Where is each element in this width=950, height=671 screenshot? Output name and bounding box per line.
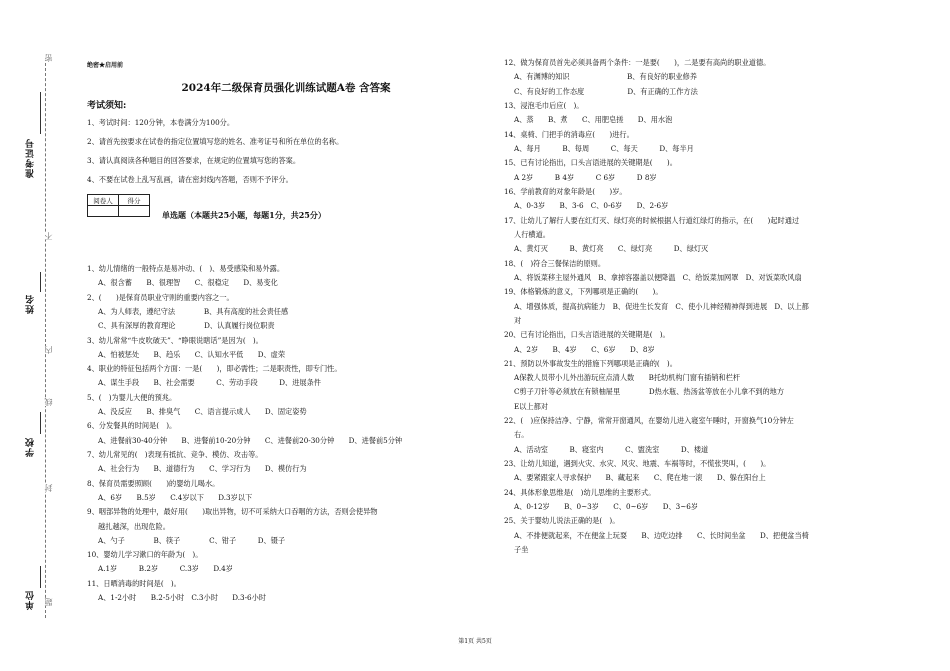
question-option-line: A、为人师表，遵纪守法 B、具有高度的社会责任感 — [98, 306, 289, 316]
question-option-line: A保教人员带小儿外出游玩应点清人数 B托幼机构门窗有插销和栏杆 — [514, 373, 741, 383]
section-title: 单选题（本题共25小题，每题1分，共25分） — [162, 210, 326, 220]
page-title: 2024年二级保育员强化训练试题A卷 含答案 — [181, 82, 391, 94]
question-option-line: 越扎越深，出现危险。 — [98, 521, 170, 531]
question-stem: 25、关于婴幼儿说法正确的是( )。 — [504, 516, 620, 526]
question-stem: 17、让幼儿了解行人要在红灯灭、绿灯亮的时候根据人行道红绿灯的指示，在( )起时通过 — [504, 215, 800, 225]
question-stem: 2、( )是保育员职业守则的重要内容之一。 — [87, 292, 234, 302]
unit-label: 单位 — [26, 590, 36, 610]
question-stem: 19、体格锻炼的意义，下列哪项是正确的( )。 — [504, 287, 663, 297]
page-footer: 第1页 共5页 — [458, 638, 492, 645]
question-option-line: A、勺子 B、筷子 C、钳子 D、镊子 — [98, 535, 286, 545]
school-label: 学校 — [26, 437, 36, 457]
question-stem: 24、具体形象思维是( )幼儿思维的主要形式。 — [504, 487, 656, 497]
question-option-line: A、不排便就起来，不在便盆上玩耍 B、边吃边排 C、长时间坐盆 D、把便盆当椅 — [514, 530, 809, 540]
exam-number-label: 准考证号 — [26, 138, 36, 178]
question-option-line: A、2岁 B、4岁 C、6岁 D、8岁 — [514, 344, 655, 354]
question-option-line: A、怕被惩处 B、趋乐 C、认知水平低 D、虚荣 — [98, 349, 286, 359]
note-item: 3、请认真阅读各种题目的回答要求，在规定的位置填写您的答案。 — [87, 156, 301, 165]
question-option-line: A、进餐前30-40分钟 B、进餐前10-20分钟 C、进餐前20-30分钟 D、进餐前5分钟 — [98, 435, 403, 445]
question-stem: 3、幼儿常常“牛皮吹破天”、“睁眼说瞎话”是因为( )。 — [87, 335, 263, 345]
score-table — [87, 194, 150, 217]
question-option-line: A 2岁 B 4岁 C 6岁 D 8岁 — [514, 172, 657, 182]
school-line — [40, 412, 41, 434]
unit-line — [40, 566, 41, 588]
question-stem: 18、( )符合三餐保洁的原则。 — [504, 258, 606, 268]
question-option-line: C剪子刀针等必须放在有锁柚屉里 D热水瓶、热汤盆等放在小儿拿不到的地方 — [514, 387, 785, 397]
question-stem: 14、桌椅、门把手的消毒应( )进行。 — [504, 129, 634, 139]
name-label: 姓名 — [26, 294, 36, 314]
question-stem: 4、职业的特征包括两个方面：一是( )，即必需性；二是职责性，即专门性。 — [87, 364, 342, 374]
question-stem: 10、婴幼儿学习漱口的年龄为( )。 — [87, 550, 203, 560]
question-option-line: A、6岁 B.5岁 C.4岁以下 D.3岁以下 — [98, 492, 253, 502]
question-option-line: 人行横道。 — [514, 229, 550, 239]
question-option-line: A、社会行为 B、道德行为 C、学习行为 D、模仿行为 — [98, 464, 307, 474]
question-option-line: A.1岁 B.2岁 C.3岁 D.4岁 — [98, 564, 233, 574]
note-item: 4、不要在试卷上乱写乱画，请在密封线内答题，否则不予评分。 — [87, 175, 293, 184]
question-stem: 7、幼儿常见的( )表现有抵抗、竞争、模仿、攻击等。 — [87, 450, 263, 459]
binding-dashed-line — [45, 58, 46, 618]
question-option-line: 对 — [514, 315, 522, 325]
question-option-line: A、有渊博的知识 B、有良好的职业修养 — [514, 72, 697, 82]
question-option-line: 子坐 — [514, 545, 529, 554]
question-option-line: C、有良好的工作态度 D、有正确的工作方法 — [514, 86, 698, 96]
question-stem: 20、已有讨论指出，口头言语进展的关键期是( )。 — [504, 330, 670, 340]
question-option-line: A、0-3岁 B、3-6 C、0-6岁 D、2-6岁 — [514, 201, 669, 211]
question-stem: 1、幼儿情绪的一般特点是易冲动、( )、易受感染和易外露。 — [87, 264, 285, 273]
question-stem: 22、( )应保持洁净、宁静，常常开窗通风，在婴幼儿进入寝室午睡时，开窗换气10分钟左 — [504, 416, 794, 426]
question-option-line: A、1-2小时 B.2-5小时 C.3小时 D.3-6小时 — [98, 593, 266, 602]
question-stem: 15、已有讨论指出，口头言语进展的关键期是( )。 — [504, 158, 677, 168]
score-table-score-cell — [119, 206, 150, 217]
note-item: 1、考试时间：120分钟，本卷满分为100分。 — [87, 118, 235, 127]
exam-number-line — [40, 92, 41, 134]
question-stem: 8、保育员需要照顾( )的婴幼儿喝水。 — [87, 478, 220, 488]
score-table-score-header: 得分 — [119, 195, 150, 206]
question-stem: 12、做为保育员首先必须具备两个条件：一是要( )，二是要有高尚的职业道德。 — [504, 58, 771, 67]
question-stem: 9、咽部异物的处理中，最好用( )取出异物，切不可采纳大口吞咽的方法，否则会使异物 — [87, 507, 378, 517]
question-option-line: A、每月 B、每周 C、每天 D、每半月 — [514, 143, 694, 153]
note-item: 2、请首先按要求在试卷的指定位置填写您的姓名、准考证号和所在单位的名称。 — [87, 137, 344, 146]
question-option-line: A、没反应 B、排臭气 C、语言提示成人 D、固定姿势 — [98, 407, 307, 416]
cut-mark-bu: 不 — [44, 232, 53, 240]
question-option-line: A、蒸 B、煮 C、用肥皂搓 D、用水泡 — [514, 115, 673, 125]
question-option-line: 右。 — [514, 430, 529, 440]
question-stem: 21、预防以外事故发生的措施下列哪项是正确的( )。 — [504, 358, 677, 368]
cut-mark-feng: 封 — [44, 484, 53, 492]
question-option-line: A、要紧跟家人寻求保护 B、藏起来 C、爬在地一滚 D、躲在阳台上 — [514, 473, 766, 483]
notes-heading: 考试须知: — [87, 101, 127, 111]
name-line — [40, 272, 41, 292]
cut-mark-mi: 密 — [44, 54, 53, 62]
cut-mark-ti: 题 — [44, 598, 53, 606]
cut-mark-xian: 线 — [44, 398, 53, 406]
question-option-line: A、很含蓄 B、很理智 C、很稳定 D、易变化 — [98, 278, 278, 288]
question-stem: 23、让幼儿知道，遇到火灾、水灾、风灾、地震、车祸等时，不慌张哭叫，( )。 — [504, 459, 771, 469]
score-table-grader-header: 阅卷人 — [88, 195, 119, 206]
question-stem: 6、分发餐具的时间是( )。 — [87, 421, 177, 431]
question-option-line: A、0-12岁 B、0~3岁 C、0~6岁 D、3~6岁 — [514, 502, 699, 511]
question-stem: 16、学前教育的对象年龄是( )岁。 — [504, 186, 627, 196]
question-option-line: A、黄灯灭 B、黄灯亮 C、绿灯亮 D、绿灯灭 — [514, 244, 709, 254]
question-stem: 5、( )为婴儿大便的预兆。 — [87, 392, 177, 402]
question-stem: 11、日晒消毒的时间是( )。 — [87, 578, 181, 588]
cut-mark-nei: 内 — [44, 346, 53, 354]
question-option-line: A、活动室 B、寝室内 C、盥洗室 D、楼道 — [514, 444, 709, 454]
score-table-grader-cell — [88, 206, 119, 217]
secret-mark: 绝密★启用前 — [87, 62, 124, 69]
question-option-line: C、具有深厚的教育理论 D、认真履行岗位职责 — [98, 321, 275, 331]
question-option-line: A、将饭菜移主屋外通风 B、拿掉容器盖以便降温 C、给饭菜加网罩 D、对饭菜吹风扇 — [514, 272, 802, 282]
question-stem: 13、浸泡毛巾后应( )。 — [504, 101, 584, 110]
question-option-line: E以上都对 — [514, 401, 548, 411]
question-option-line: A、增强体质，提高抗病能力 B、促进生长发育 C、使小儿神经精神得到进展 D、以上都 — [514, 301, 809, 311]
question-option-line: A、谋生手段 B、社会需要 C、劳动手段 D、进展条件 — [98, 378, 321, 388]
